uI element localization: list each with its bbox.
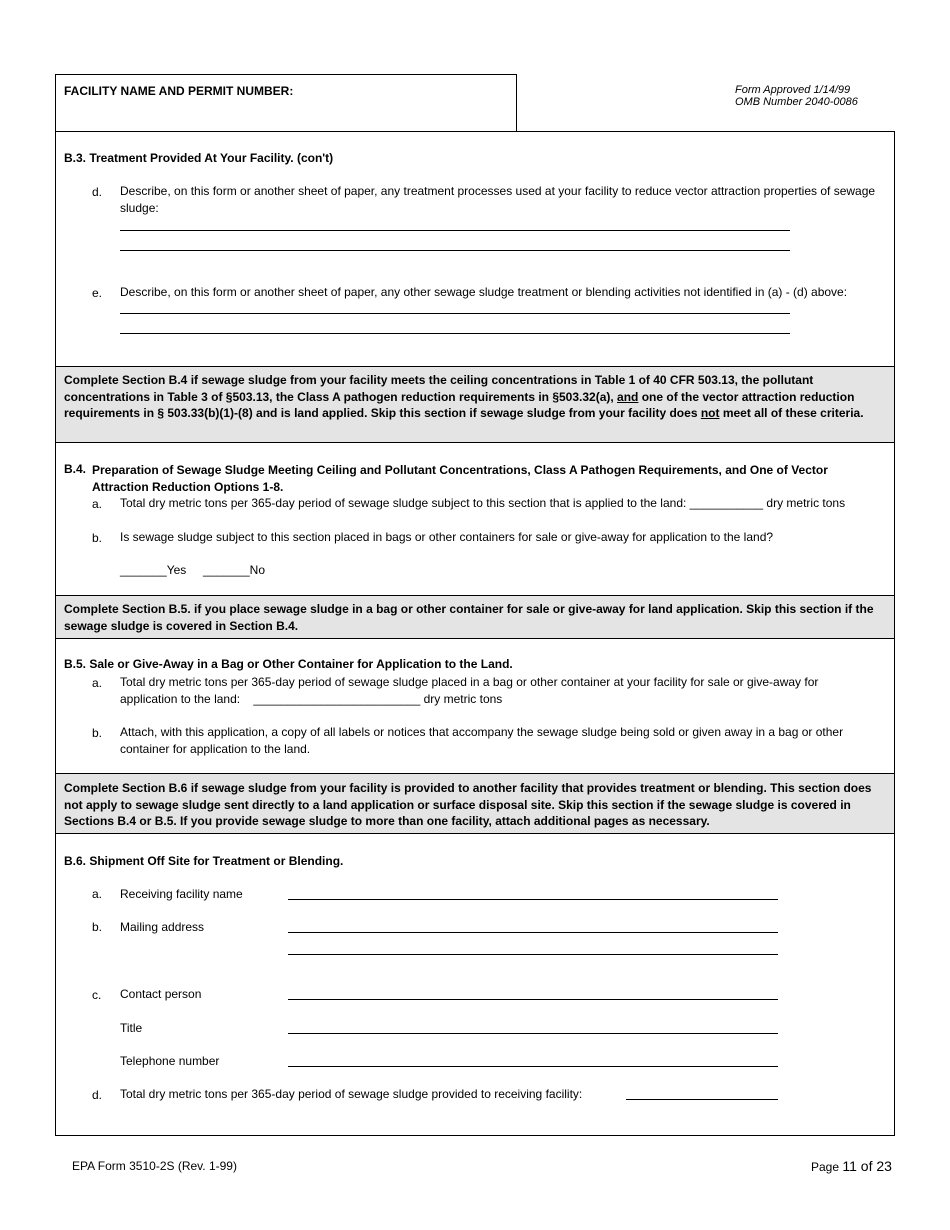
note-b5-text: Complete Section B.5. if you place sewage sludge in a bag or other container for sale or give-away for land application. Skip this section if the sewage sludge is covered in Section B.4.: [64, 602, 874, 633]
facility-name-box[interactable]: [55, 74, 517, 132]
contact-person-label: Contact person: [120, 987, 202, 1001]
mailing-address-input-1[interactable]: [288, 932, 778, 933]
telephone-input[interactable]: [288, 1066, 778, 1067]
item-d-answer-line-2[interactable]: [120, 250, 790, 251]
b5-item-b-label: b.: [92, 726, 103, 740]
page-prefix: Page: [811, 1160, 843, 1174]
b6-item-b-label: b.: [92, 920, 103, 934]
page-number: [811, 1158, 892, 1174]
note-b4-text: [64, 372, 890, 422]
dry-metric-tons-input[interactable]: [626, 1099, 778, 1100]
b5-item-a-line-2[interactable]: application to the land: _________________________ dry metric tons: [120, 692, 503, 706]
section-b5-title: B.5. Sale or Give-Away in a Bag or Other Container for Application to the Land.: [64, 657, 513, 671]
contact-person-input[interactable]: [288, 999, 778, 1000]
telephone-label: Telephone number: [120, 1054, 220, 1068]
item-d-answer-line-1[interactable]: [120, 230, 790, 231]
item-e-answer-line-1[interactable]: [120, 313, 790, 314]
b6-item-d-label: d.: [92, 1088, 103, 1102]
section-b4-title: Preparation of Sewage Sludge Meeting Ceiling and Pollutant Concentrations, Class A Pathogen Requirements, and One of Vector Attraction Reduction Options 1-8.: [92, 463, 828, 494]
title-input[interactable]: [288, 1033, 778, 1034]
item-e-answer-line-2[interactable]: [120, 333, 790, 334]
b4-item-a-label: a.: [92, 497, 103, 511]
b4-item-b-text: Is sewage sludge subject to this section placed in bags or other containers for sale or give-away for application to the land?: [120, 530, 774, 544]
item-e-text: Describe, on this form or another sheet of paper, any other sewage sludge treatment or blending activities not identified in (a) - (d) above:: [120, 285, 848, 299]
form-id: EPA Form 3510-2S (Rev. 1-99): [72, 1159, 237, 1173]
facility-name-label: FACILITY NAME AND PERMIT NUMBER:: [64, 84, 294, 98]
form-approved-text: Form Approved 1/14/99: [735, 84, 851, 96]
note-b6-text: Complete Section B.6 if sewage sludge from your facility is provided to another facility that provides treatment or blending. This section does not apply to sewage sludge sent directly to a land application or surface disposal site. Skip this section if the sewage sludge is covered in Sections B.4 or B.5. If you provide sewage sludge to more than one facility, attach additional pages as necessary.: [64, 781, 872, 829]
note-b4-part-3: meet all of these criteria.: [719, 406, 864, 421]
item-d-text: Describe, on this form or another sheet of paper, any treatment processes used at your facility to reduce vector attraction properties of sewage sludge:: [120, 184, 876, 215]
page-current: 11: [842, 1158, 857, 1174]
section-b4-num: B.4.: [64, 462, 87, 476]
receiving-facility-label: Receiving facility name: [120, 887, 243, 901]
note-b4-not: not: [700, 406, 720, 421]
note-b4-and: and: [617, 389, 639, 404]
item-d-label: d.: [92, 185, 103, 199]
mailing-address-label: Mailing address: [120, 920, 205, 934]
item-e-label: e.: [92, 286, 103, 300]
title-label: Title: [120, 1021, 143, 1035]
b6-item-d-text: Total dry metric tons per 365-day period of sewage sludge provided to receiving facility:: [120, 1087, 583, 1101]
b5-item-a-label: a.: [92, 676, 103, 690]
page-suffix: of 23: [856, 1158, 892, 1174]
b4-item-b-label: b.: [92, 531, 103, 545]
note-b4-part-1: Complete Section B.4 if sewage sludge from your facility meets the ceiling concentrations in Table 1 of 40 CFR 503.13, the pollutant concentrations in Table 3 of §503.13, the Class A pathogen reduction requirements in §503.32(a),: [64, 373, 814, 404]
mailing-address-input-2[interactable]: [288, 954, 778, 955]
b6-item-a-label: a.: [92, 887, 103, 901]
receiving-facility-input[interactable]: [288, 899, 778, 900]
b4-yes-no-field[interactable]: _______Yes _______No: [120, 563, 266, 577]
section-b6-title: B.6. Shipment Off Site for Treatment or Blending.: [64, 854, 344, 868]
section-b3-title: B.3. Treatment Provided At Your Facility. (con't): [64, 151, 334, 165]
b5-item-b-text: Attach, with this application, a copy of all labels or notices that accompany the sewage sludge being sold or given away in a bag or other container for application to the land.: [120, 725, 844, 756]
b6-item-c-label: c.: [92, 988, 102, 1002]
note-b4-part-2: one of the vector attraction reduction requirements in § 503.33(b)(1)-(8) and is land applied. Skip this section if sewage sludge from your facility does: [64, 389, 855, 421]
b4-item-a-text: Total dry metric tons per 365-day period of sewage sludge subject to this section that is applied to the land: ___________ dry metric tons: [120, 496, 846, 510]
omb-number-text: OMB Number 2040-0086: [735, 96, 858, 108]
b5-item-a-line-1: Total dry metric tons per 365-day period of sewage sludge placed in a bag or other container at your facility for sale or give-away for: [120, 675, 819, 689]
